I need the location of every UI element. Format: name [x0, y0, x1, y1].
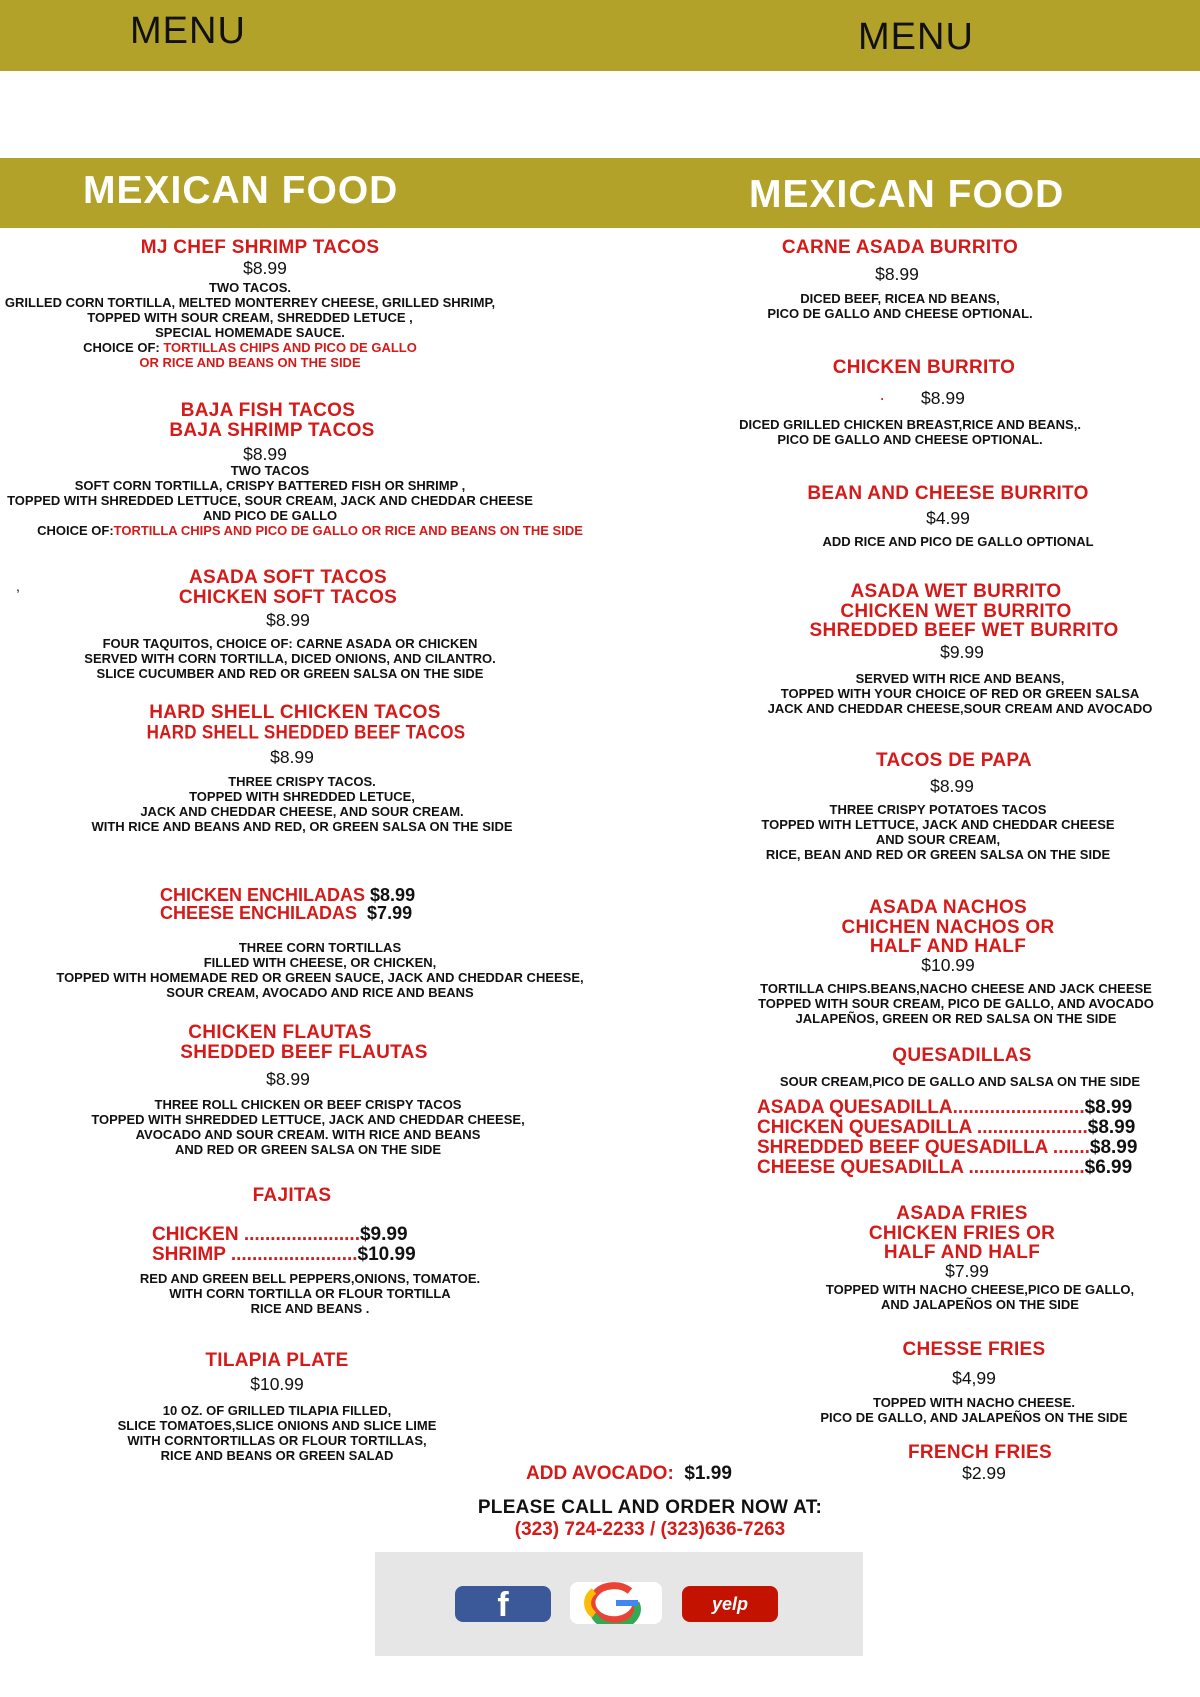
desc-line: TWO TACOS.: [208, 280, 292, 295]
desc-line: TOPPED WITH YOUR CHOICE OF RED OR GREEN SALSA: [780, 686, 1140, 701]
desc-line: TWO TACOS: [230, 463, 310, 478]
choice-label: CHOICE OF:: [37, 523, 114, 538]
enchilada-line: [160, 904, 560, 922]
item-name: CHICKEN WET BURRITO: [840, 601, 1072, 622]
item-name: SHEDDED BEEF FLAUTAS: [180, 1042, 428, 1063]
desc-line: WITH RICE AND BEANS AND RED, OR GREEN SALSA ON THE SIDE: [91, 819, 513, 834]
fajita-option: [152, 1225, 416, 1245]
option-label: SHRIMP: [152, 1244, 226, 1265]
desc-line: 10 OZ. OF GRILLED TILAPIA FILLED,: [162, 1403, 392, 1418]
enchiladas-description: [0, 940, 584, 1000]
desc-line: WITH CORNTORTILLAS OR FLOUR TORTILLAS,: [127, 1433, 427, 1448]
item-description: [710, 671, 1200, 716]
item-description: [710, 1074, 1200, 1089]
item-name: BAJA SHRIMP TACOS: [169, 420, 375, 441]
quesadilla-price-list: [757, 1098, 1137, 1178]
option-price: $8.99: [1087, 1117, 1136, 1138]
item-description: [10, 636, 570, 681]
item-price: $2.99: [962, 1463, 1006, 1483]
item-name: FAJITAS: [252, 1185, 332, 1206]
item-price: $4,99: [952, 1368, 996, 1388]
item-price: $4.99: [926, 508, 970, 528]
section-title-left: MEXICAN FOOD: [83, 169, 399, 212]
menu-item-quesadillas: [700, 1046, 1200, 1089]
choice-options: TORTILLA CHIPS AND PICO DE GALLO OR RICE AND BEANS ON THE SIDE: [113, 523, 583, 538]
desc-line: FILLED WITH CHEESE, OR CHICKEN,: [203, 955, 437, 970]
item-name: HARD SHELL CHICKEN TACOS: [149, 702, 441, 723]
option-label: CHICKEN QUESADILLA .....................: [757, 1117, 1088, 1138]
item-description: [0, 463, 583, 538]
section-title-right: MEXICAN FOOD: [749, 173, 1065, 216]
desc-line: AVOCADO AND SOUR CREAM. WITH RICE AND BEANS: [135, 1127, 481, 1142]
desc-line: JACK AND CHEDDAR CHEESE,SOUR CREAM AND AVOCADO: [767, 701, 1153, 716]
item-price: $10.99: [250, 1374, 304, 1394]
desc-line: THREE CRISPY POTATOES TACOS: [829, 802, 1047, 817]
desc-line: RICE AND BEANS .: [250, 1301, 370, 1316]
stray-dot: ·: [879, 388, 886, 408]
desc-line: THREE CORN TORTILLAS: [238, 940, 402, 955]
choice-label: CHOICE OF:: [83, 340, 164, 355]
item-description: [22, 774, 582, 834]
item-description: [650, 291, 1150, 321]
item-description: [708, 534, 1200, 549]
quesadilla-option: [757, 1158, 1137, 1178]
option-dots: ........................: [225, 1244, 358, 1265]
item-name: CARNE ASADA BURRITO: [781, 237, 1019, 258]
desc-line: JACK AND CHEDDAR CHEESE, AND SOUR CREAM.: [140, 804, 464, 819]
item-name: SHREDDED BEEF WET BURRITO: [809, 620, 1119, 641]
item-name: MJ CHEF SHRIMP TACOS: [140, 237, 380, 258]
desc-line: TOPPED WITH SOUR CREAM, SHREDDED LETUCE ,: [87, 310, 413, 325]
stray-mark: ,: [16, 578, 20, 594]
menu-item-chicken-burrito: [700, 358, 1200, 447]
item-description: [28, 1097, 588, 1157]
enchilada-line: [160, 886, 560, 904]
item-name: CHICKEN SOFT TACOS: [178, 587, 398, 608]
yelp-icon[interactable]: yelp: [682, 1586, 778, 1622]
menu-item-wet-burrito: [700, 582, 1200, 716]
item-price: $7.99: [945, 1261, 989, 1281]
desc-line: GRILLED CORN TORTILLA, MELTED MONTERREY CHEESE, GRILLED SHRIMP,: [4, 295, 496, 310]
desc-line: THREE CRISPY TACOS.: [228, 774, 376, 789]
menu-item-enchiladas: [160, 886, 560, 922]
fajita-option: [152, 1245, 416, 1265]
desc-line: TOPPED WITH SHREDDED LETTUCE, JACK AND CHEDDAR CHEESE,: [91, 1112, 525, 1127]
item-description: [660, 417, 1160, 447]
item-price: $8.99: [266, 1069, 310, 1089]
item-name: CHESSE FRIES: [902, 1339, 1046, 1360]
menu-heading-left: MENU: [130, 10, 246, 52]
item-name: HARD SHELL SHEDDED BEEF TACOS: [146, 721, 466, 744]
option-label: CHICKEN: [152, 1224, 239, 1245]
desc-line: TORTILLA CHIPS.BEANS,NACHO CHEESE AND JACK CHEESE: [760, 981, 1152, 996]
menu-item-asada-fries: [700, 1204, 1200, 1312]
item-name: CHEESE ENCHILADAS: [160, 903, 358, 923]
item-name: CHICKEN FLAUTAS: [188, 1022, 372, 1043]
desc-line: TOPPED WITH NACHO CHEESE,PICO DE GALLO,: [825, 1282, 1135, 1297]
menu-item-bean-burrito: [700, 484, 1200, 549]
item-description: [706, 981, 1200, 1026]
desc-line: RICE, BEAN AND RED OR GREEN SALSA ON THE SIDE: [765, 847, 1111, 862]
desc-line: AND PICO DE GALLO: [202, 508, 338, 523]
item-price: $8.99: [370, 885, 416, 905]
quesadilla-option: [757, 1118, 1137, 1138]
desc-line: TOPPED WITH SOUR CREAM, PICO DE GALLO, AND AVOCADO: [758, 996, 1154, 1011]
menu-item-baja-tacos: [0, 400, 583, 538]
choice-options: OR RICE AND BEANS ON THE SIDE: [139, 355, 361, 370]
desc-line: RICE AND BEANS OR GREEN SALAD: [160, 1448, 394, 1463]
item-price: $8.99: [930, 776, 974, 796]
desc-line: SPECIAL HOMEMADE SAUCE.: [155, 325, 345, 340]
google-g-logo: [570, 1582, 662, 1624]
desc-line: JALAPEÑOS, GREEN OR RED SALSA ON THE SIDE: [795, 1011, 1117, 1026]
menu-item-soft-tacos: [0, 568, 560, 681]
add-avocado-line: [526, 1463, 732, 1485]
choice-options: TORTILLAS CHIPS AND PICO DE GALLO: [163, 340, 417, 355]
desc-line: SOUR CREAM, AVOCADO AND RICE AND BEANS: [166, 985, 474, 1000]
desc-line: SERVED WITH RICE AND BEANS,: [855, 671, 1065, 686]
item-description: [724, 1395, 1200, 1425]
desc-line: AND RED OR GREEN SALSA ON THE SIDE: [174, 1142, 442, 1157]
option-price: $8.99: [1089, 1137, 1138, 1158]
choice-line: [30, 523, 590, 538]
avocado-label: ADD AVOCADO:: [526, 1463, 674, 1484]
desc-line: TOPPED WITH NACHO CHEESE.: [872, 1395, 1075, 1410]
item-price: $8.99: [875, 264, 919, 284]
item-name: BEAN AND CHEESE BURRITO: [807, 483, 1089, 504]
option-price: $10.99: [357, 1244, 416, 1265]
item-name: ASADA FRIES: [896, 1203, 1028, 1224]
avocado-price: $1.99: [684, 1463, 732, 1484]
item-name: HALF AND HALF: [883, 1242, 1041, 1263]
menu-heading-right: MENU: [858, 16, 974, 58]
quesadilla-option: [757, 1138, 1137, 1158]
option-label: ASADA QUESADILLA.........................: [757, 1097, 1085, 1118]
item-name: CHICKEN ENCHILADAS: [160, 885, 366, 905]
option-price: $9.99: [359, 1224, 408, 1245]
desc-line: WITH CORN TORTILLA OR FLOUR TORTILLA: [169, 1286, 451, 1301]
item-name: TACOS DE PAPA: [876, 750, 1032, 771]
desc-line: AND SOUR CREAM,: [875, 832, 1001, 847]
item-price: $10.99: [921, 955, 975, 975]
item-price: $8.99: [270, 747, 314, 767]
menu-item-tacos-de-papa: [700, 751, 1200, 862]
google-icon[interactable]: [570, 1582, 662, 1624]
desc-line: DICED BEEF, RICEA ND BEANS,: [800, 291, 1000, 306]
fajitas-price-list: [152, 1225, 416, 1265]
item-price: $8.99: [266, 610, 310, 630]
item-name: ASADA NACHOS: [868, 897, 1028, 918]
menu-item-cheese-fries: [700, 1340, 1200, 1425]
desc-line: THREE ROLL CHICKEN OR BEEF CRISPY TACOS: [154, 1097, 462, 1112]
item-name: CHICKEN BURRITO: [832, 357, 1016, 378]
desc-line: AND JALAPEÑOS ON THE SIDE: [881, 1297, 1079, 1312]
menu-item-tilapia: [0, 1351, 560, 1463]
price-value: $8.99: [921, 388, 965, 408]
choice-line: [0, 340, 530, 355]
desc-line: SOFT CORN TORTILLA, CRISPY BATTERED FISH OR SHRIMP ,: [74, 478, 466, 493]
desc-line: SLICE CUCUMBER AND RED OR GREEN SALSA ON THE SIDE: [96, 666, 484, 681]
option-dots: ......................: [238, 1224, 360, 1245]
desc-line: RED AND GREEN BELL PEPPERS,ONIONS, TOMATOE.: [139, 1271, 481, 1286]
option-label: CHEESE QUESADILLA ......................: [757, 1157, 1085, 1178]
desc-line: ADD RICE AND PICO DE GALLO OPTIONAL: [822, 534, 1094, 549]
item-name: CHICHEN NACHOS OR: [841, 917, 1055, 938]
item-name: TILAPIA PLATE: [205, 1350, 349, 1371]
desc-line: SLICE TOMATOES,SLICE ONIONS AND SLICE LIME: [117, 1418, 437, 1433]
item-description: [0, 280, 530, 370]
desc-line: DICED GRILLED CHICKEN BREAST,RICE AND BEANS,.: [739, 417, 1081, 432]
item-name: FRENCH FRIES: [908, 1442, 1052, 1463]
menu-item-fajitas: [0, 1186, 560, 1206]
desc-line: TOPPED WITH LETTUCE, JACK AND CHEDDAR CHEESE: [761, 817, 1115, 832]
desc-line: PICO DE GALLO AND CHEESE OPTIONAL.: [767, 306, 1033, 321]
item-name: ASADA WET BURRITO: [850, 581, 1062, 602]
desc-line: SOUR CREAM,PICO DE GALLO AND SALSA ON THE SIDE: [779, 1074, 1141, 1089]
facebook-icon[interactable]: f: [455, 1586, 551, 1622]
desc-line: TOPPED WITH HOMEMADE RED OR GREEN SAUCE, JACK AND CHEDDAR CHEESE,: [56, 970, 584, 985]
desc-line: PICO DE GALLO AND CHEESE OPTIONAL.: [777, 432, 1043, 447]
google-g-bar-blue: [616, 1600, 638, 1606]
phone-numbers[interactable]: (323) 724-2233 / (323)636-7263: [514, 1519, 786, 1540]
item-description: [730, 1282, 1200, 1312]
menu-item-hard-shell-tacos: [0, 703, 560, 834]
menu-item-shrimp-tacos: [0, 238, 560, 370]
item-name: BAJA FISH TACOS: [180, 400, 356, 421]
desc-line: PICO DE GALLO, AND JALAPEÑOS ON THE SIDE: [820, 1410, 1128, 1425]
desc-line: TOPPED WITH SHREDDED LETUCE,: [189, 789, 415, 804]
option-label: SHREDDED BEEF QUESADILLA .......: [757, 1137, 1090, 1158]
item-price: $8.99: [243, 258, 287, 278]
item-price: $8.99: [243, 444, 287, 464]
item-name: CHICKEN FRIES OR: [868, 1223, 1056, 1244]
call-to-order-text: PLEASE CALL AND ORDER NOW AT:: [477, 1497, 823, 1518]
desc-line: SERVED WITH CORN TORTILLA, DICED ONIONS, AND CILANTRO.: [84, 651, 496, 666]
menu-item-nachos: [700, 898, 1200, 1026]
desc-line: TOPPED WITH SHREDDED LETTUCE, SOUR CREAM, JACK AND CHEDDAR CHEESE: [7, 493, 533, 508]
item-price: [672, 388, 1172, 408]
item-name: HALF AND HALF: [869, 936, 1027, 957]
item-description: [40, 940, 600, 1000]
desc-line: FOUR TAQUITOS, CHOICE OF: CARNE ASADA OR CHICKEN: [102, 636, 478, 651]
fajitas-description: [0, 1271, 560, 1316]
menu-item-asada-burrito: [700, 238, 1200, 321]
item-price: $7.99: [367, 903, 413, 923]
quesadilla-option: [757, 1098, 1137, 1118]
menu-item-french-fries: [700, 1443, 1200, 1483]
item-description: [688, 802, 1188, 862]
menu-item-flautas: [0, 1023, 560, 1157]
option-price: $8.99: [1084, 1097, 1133, 1118]
item-name: QUESADILLAS: [892, 1045, 1032, 1066]
item-description: [0, 1403, 557, 1463]
social-links-panel: [375, 1552, 863, 1656]
item-description: [30, 1271, 590, 1316]
item-name: ASADA SOFT TACOS: [189, 567, 387, 588]
item-price: $9.99: [940, 642, 984, 662]
option-price: $6.99: [1084, 1157, 1133, 1178]
